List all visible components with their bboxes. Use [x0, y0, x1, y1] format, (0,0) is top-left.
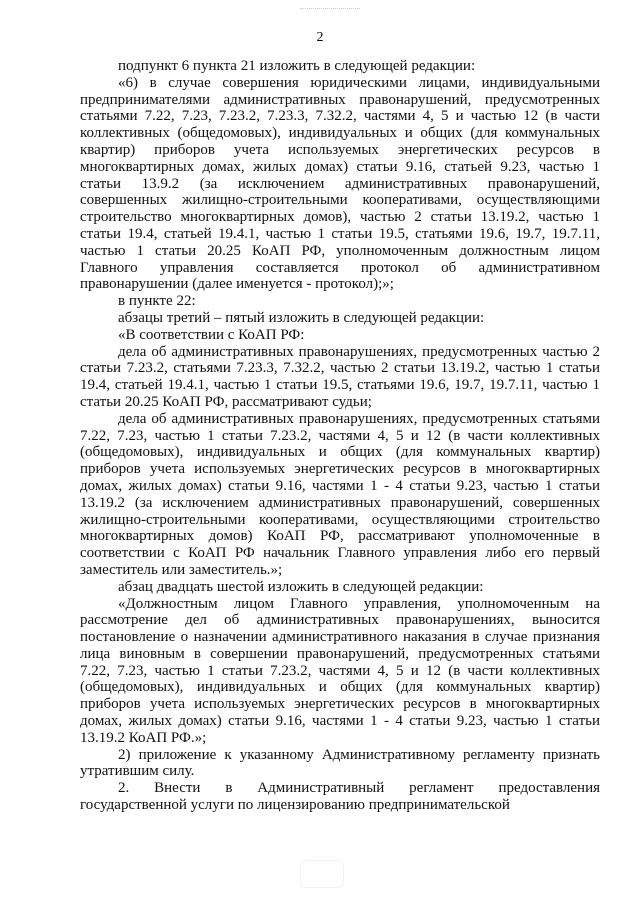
paragraph: дела об административных правонарушениях, предусмотренных частью 2 статьи 7.23.2, статьями 7.23.3, 7.32.2, частью 2 статьи 13.19.2, частью 1 статьи 19.4, статьей 19.4.1, частью 1 статьи 19.5, статьями 19.6, 19.7, 19.7.11, частью 1 статьи 20.25 КоАП РФ, рассматривают судьи; — [80, 343, 600, 410]
page-number: 2 — [316, 30, 324, 45]
seal-stamp — [300, 860, 344, 888]
paragraph: «В соответствии с КоАП РФ: — [118, 326, 305, 343]
document-body — [80, 58, 600, 814]
paragraph: 2. Внести в Административный регламент предоставления государственной услуги по лицензированию предпринимательской — [80, 780, 600, 814]
paragraph: в пункте 22: — [118, 293, 196, 310]
paragraph: подпункт 6 пункта 21 изложить в следующей редакции: — [118, 58, 476, 74]
paragraph: абзац двадцать шестой изложить в следующей редакции: — [118, 578, 484, 595]
scan-artifact — [300, 8, 360, 11]
paragraph: 2) приложение к указанному Административному регламенту признать утратившим силу. — [80, 746, 600, 780]
paragraph: абзацы третий – пятый изложить в следующей редакции: — [118, 309, 485, 326]
paragraph: «Должностным лицом Главного управления, уполномоченным на рассмотрение дел об административных правонарушениях, выносится постановление о назначении административного наказания в случае признания лица виновным в совершении правонарушений, предусмотренных статьями 7.22, 7.23, частью 1 статьи 7.23.2, частями 4, 5 и 12 (в части коллективных (общедомовых), индивидуальных и общих (для коммунальных квартир) приборов учета используемых энергетических ресурсов в многоквартирных домах, жилых домах) статьи 9.16, частями 1 - 4 статьи 9.23, частью 1 статьи 13.19.2 КоАП РФ.»; — [80, 595, 600, 746]
paragraph: дела об административных правонарушениях, предусмотренных статьями 7.22, 7.23, частью 1 статьи 7.23.2, частями 4, 5 и 12 (в части коллективных (общедомовых), индивидуальных и общих (для коммунальных квартир) приборов учета используемых энергетических ресурсов в многоквартирных домах, жилых домах) статьи 9.16, частями 1 - 4 статьи 9.23, частью 1 статьи 13.19.2 (за исключением административных правонарушений, совершенных жилищно-строительными кооперативами, осуществляющими строительство многоквартирных домов) КоАП РФ, рассматривают уполномоченные в соответствии с КоАП РФ начальник Главного управления либо его первый заместитель или заместитель.»; — [80, 410, 600, 578]
paragraph: «6) в случае совершения юридическими лицами, индивидуальными предпринимателями административных правонарушений, предусмотренных статьями 7.22, 7.23, 7.23.2, 7.23.3, 7.32.2, частями 4, 5 и частью 12 (в части коллективных (общедомовых), индивидуальных и общих (для коммунальных квартир) приборов учета используемых энергетических ресурсов в многоквартирных домах, жилых домах) статьи 9.16, статьей 9.23, частью 1 статьи 13.9.2 (за исключением административных правонарушений, совершенных жилищно-строительными кооперативами, осуществляющими строительство многоквартирных домов), частью 2 статьи 13.19.2, частью 1 статьи 19.4, статьей 19.4.1, частью 1 статьи 19.5, статьями 19.6, 19.7, 19.7.11, частью 1 статьи 20.25 КоАП РФ, уполномоченным должностным лицом Главного управления составляется протокол об административном правонарушении (далее именуется - протокол);»; — [80, 74, 600, 293]
